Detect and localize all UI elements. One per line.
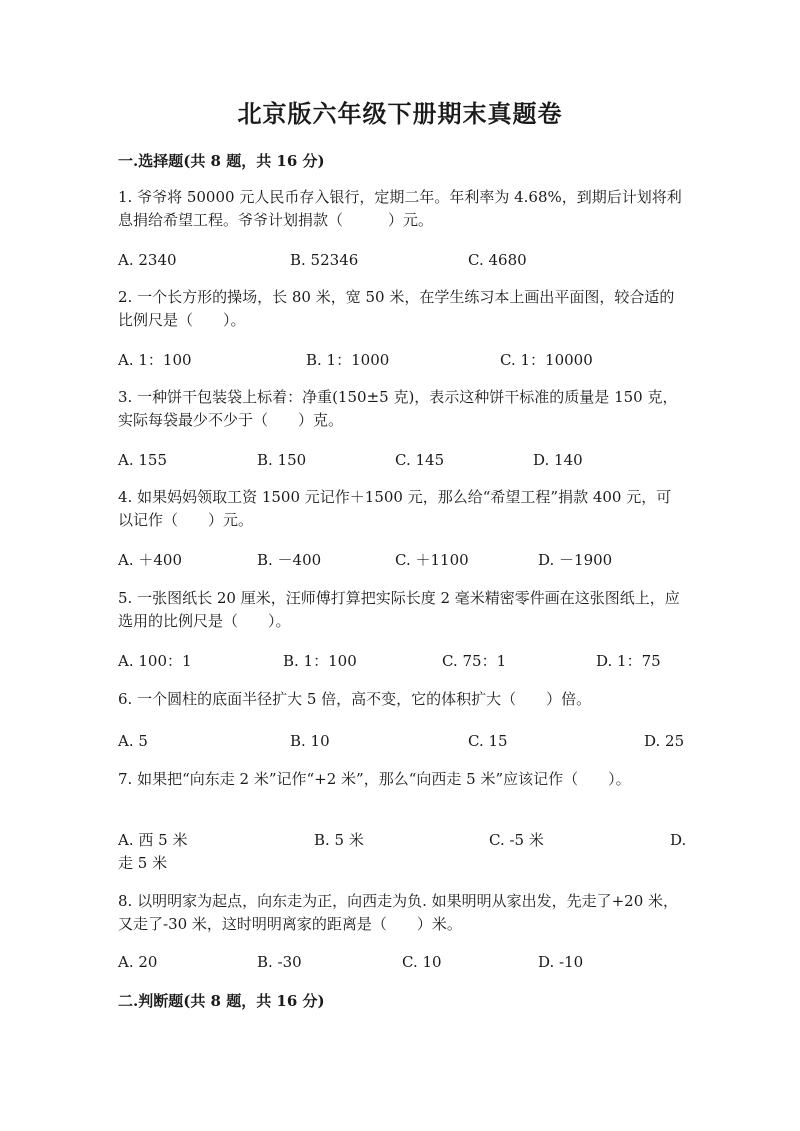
q4-option-b: B. －400 — [257, 551, 322, 569]
section-heading-choice: 一.选择题(共 8 题，共 16 分) — [118, 152, 325, 170]
q2-option-a: A. 1：100 — [118, 351, 192, 369]
question-6: 6. 一个圆柱的底面半径扩大 5 倍，高不变，它的体积扩大（ ）倍。 — [118, 690, 592, 708]
q6-option-c: C. 15 — [468, 732, 508, 750]
question-8: 8. 以明明家为起点，向东走为正，向西走为负. 如果明明从家出发，先走了+20 米，又走了-30 米，这时明明离家的距离是（ ）米。 — [118, 892, 679, 933]
question-2: 2. 一个长方形的操场，长 80 米，宽 50 米，在学生练习本上画出平面图，较合适的比例尺是（ ）。 — [118, 288, 675, 329]
q4-option-c: C. ＋1100 — [395, 551, 469, 569]
q3-option-d: D. 140 — [533, 451, 583, 469]
question-7-options — [0, 829, 800, 872]
question-3: 3. 一种饼干包装袋上标着：净重(150±5 克)，表示这种饼干标准的质量是 150 克，实际每袋最少不少于（ ）克。 — [118, 388, 678, 429]
q1-option-b: B. 52346 — [290, 251, 359, 269]
q1-option-c: C. 4680 — [468, 251, 527, 269]
question-1-options — [0, 249, 800, 273]
q6-option-b: B. 10 — [290, 732, 330, 750]
q2-option-c: C. 1：10000 — [500, 351, 593, 369]
q1-option-a: A. 2340 — [118, 251, 177, 269]
question-5: 5. 一张图纸长 20 厘米，汪师傅打算把实际长度 2 毫米精密零件画在这张图纸上，应选用的比例尺是（ ）。 — [118, 589, 680, 630]
q5-option-a: A. 100：1 — [118, 652, 192, 670]
question-6-options — [0, 730, 800, 754]
q3-option-a: A. 155 — [118, 451, 167, 469]
q5-option-b: B. 1：100 — [283, 652, 357, 670]
question-4-options — [0, 549, 800, 573]
question-4: 4. 如果妈妈领取工资 1500 元记作＋1500 元，那么给“希望工程”捐款 400 元，可以记作（ ）元。 — [118, 488, 672, 529]
page-title: 北京版六年级下册期末真题卷 — [237, 99, 563, 128]
question-8-options — [0, 951, 800, 975]
q2-option-b: B. 1：1000 — [306, 351, 390, 369]
q8-option-c: C. 10 — [402, 953, 442, 971]
q3-option-c: C. 145 — [395, 451, 445, 469]
question-2-options — [0, 349, 800, 373]
q7-option-a: A. 西 5 米 — [118, 831, 188, 849]
q6-option-a: A. 5 — [118, 732, 148, 750]
q8-option-a: A. 20 — [118, 953, 158, 971]
question-5-options — [0, 650, 800, 674]
q4-option-d: D. －1900 — [538, 551, 613, 569]
q7-option-c: C. -5 米 — [489, 831, 544, 849]
q8-option-d: D. -10 — [538, 953, 584, 971]
question-1: 1. 爷爷将 50000 元人民币存入银行，定期二年。年利率为 4.68%，到期后计划将利息捐给希望工程。爷爷计划捐款（ ）元。 — [118, 188, 682, 229]
q6-option-d: D. 25 — [644, 732, 685, 750]
q7-option-b: B. 5 米 — [314, 831, 364, 849]
question-3-options — [0, 449, 800, 473]
q7-option-d: D. 走 5 米 — [118, 831, 687, 872]
q3-option-b: B. 150 — [257, 451, 307, 469]
question-7: 7. 如果把“向东走 2 米”记作“+2 米”，那么“向西走 5 米”应该记作（ ）。 — [118, 770, 631, 788]
q8-option-b: B. -30 — [257, 953, 302, 971]
q5-option-c: C. 75：1 — [442, 652, 507, 670]
q5-option-d: D. 1：75 — [596, 652, 661, 670]
q4-option-a: A. ＋400 — [118, 551, 182, 569]
section-heading-judgement: 二.判断题(共 8 题，共 16 分) — [118, 992, 325, 1010]
